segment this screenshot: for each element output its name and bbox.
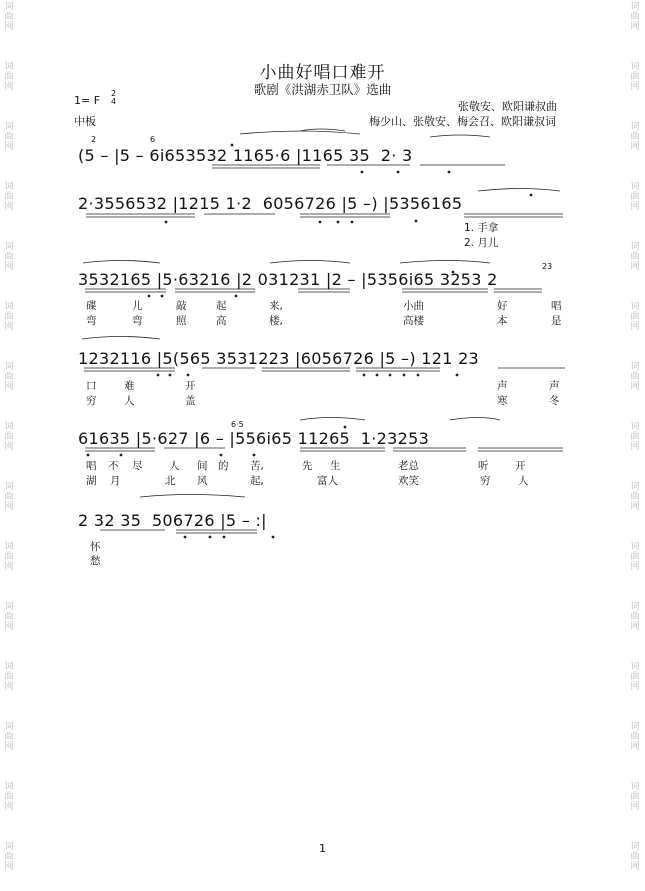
watermark-char: 网 [630,322,640,332]
lyric: 北 [165,475,176,487]
lyric: 穷 [480,475,491,487]
song-subtitle: 歌剧《洪湖赤卫队》选曲 [253,82,392,97]
watermark-char: 曲 [630,612,640,622]
lyric: 唱 [551,300,562,312]
watermark-char: 网 [630,622,640,632]
lyric: 声 [549,380,560,392]
watermark-char: 曲 [630,252,640,262]
lyric: 儿 [132,300,143,312]
watermark-char: 词 [4,722,14,732]
watermark-char: 网 [4,622,14,632]
lyric: 盖 [185,395,196,407]
watermark-char: 曲 [4,432,14,442]
watermark-char: 曲 [630,852,640,862]
lyric: 口 [86,380,97,392]
lyric: 高楼 [403,315,424,327]
lyric: 碟 [86,300,97,312]
lyric: 风 [197,475,208,487]
key-signature: 1= F [74,94,101,107]
lyric: 的 [218,460,229,472]
watermark-char: 网 [4,202,14,212]
watermark-char: 词 [630,842,640,852]
watermark-char: 曲 [4,732,14,742]
watermark-char: 词 [630,242,640,252]
watermark-char: 曲 [4,852,14,862]
watermark-char: 词 [630,362,640,372]
watermark-char: 曲 [630,12,640,22]
watermark-char: 网 [630,22,640,32]
watermark-char: 曲 [630,792,640,802]
score-line-6: 2 32 35 506726 |5 – :| [78,511,267,530]
lyric: 欢笑 [398,475,419,487]
grace-note: 6·5 [231,420,244,429]
watermark-char: 词 [4,542,14,552]
watermark-char: 词 [630,2,640,12]
watermark-char: 词 [4,422,14,432]
watermark-char: 网 [4,322,14,332]
lyric: 愁 [90,555,101,567]
lyric: 先 [302,460,313,472]
watermark-char: 词 [4,302,14,312]
lyric: 是 [551,315,562,327]
watermark-char: 网 [4,562,14,572]
lyric: 弯 [86,315,97,327]
watermark-char: 词 [4,842,14,852]
watermark-char: 词 [4,122,14,132]
lyric: 人 [518,475,529,487]
score-line-5: 61635 |5·627 |6 – |556i65 11265 1·23253 [78,429,430,448]
watermark-char: 词 [4,482,14,492]
watermark-char: 曲 [4,672,14,682]
watermark-char: 曲 [630,132,640,142]
watermark-char: 词 [630,662,640,672]
watermark-char: 曲 [4,252,14,262]
lyric: 照 [176,315,187,327]
watermark-char: 网 [4,502,14,512]
lyric: 怀 [90,541,101,553]
watermark-char: 网 [630,562,640,572]
watermark-char: 曲 [4,612,14,622]
grace-note: 2 [91,135,97,144]
lyric: 起 [216,300,227,312]
watermark-char: 网 [4,262,14,272]
watermark-char: 曲 [4,372,14,382]
grace-note: 6 [150,135,156,144]
watermark-char: 词 [630,122,640,132]
lyric: 本 [497,315,508,327]
page-number: 1 [319,842,326,855]
lyric: 小曲 [403,300,424,312]
lyric: 声 [497,380,508,392]
score-line-4: 1232116 |5(565 3531223 |6056726 |5 –) 121 23 [78,349,480,368]
watermark-char: 曲 [630,672,640,682]
watermark-char: 曲 [4,492,14,502]
watermark-char: 网 [630,82,640,92]
watermark-char: 曲 [4,312,14,322]
watermark-char: 网 [630,382,640,392]
lyric: 生 [330,460,341,472]
tempo-marking: 中板 [74,115,96,128]
lyric: 敲 [176,300,187,312]
time-signature-top: 2 [111,89,117,98]
watermark-char: 网 [630,502,640,512]
watermark-char: 曲 [630,192,640,202]
lyric: 来, [269,300,283,312]
watermark-char: 词 [4,782,14,792]
lyricist-credit: 梅少山、张敬安、梅会召、欧阳谦叔词 [369,115,556,128]
watermark-char: 网 [630,742,640,752]
lyric: 难 [124,380,135,392]
watermark-char: 网 [4,802,14,812]
lyric: 间 [197,460,208,472]
score-line-3: 3532165 |5·63216 |2 031231 |2 – |5356i65 3253 2 [78,270,498,289]
watermark-char: 词 [4,602,14,612]
watermark-char: 词 [630,482,640,492]
watermark-char: 曲 [4,192,14,202]
lyric: 开 [515,460,526,472]
lyric: 富人 [317,475,338,487]
score-line-2: 2·3556532 |1215 1·2 6056726 |5 –) |5356165 [78,194,463,213]
watermark-char: 词 [4,182,14,192]
watermark-char: 词 [4,2,14,12]
watermark-char: 曲 [630,732,640,742]
watermark-char: 词 [630,182,640,192]
lyric: 人 [169,460,180,472]
watermark-char: 曲 [630,552,640,562]
watermark-char: 网 [630,862,640,872]
composer-credit: 张敬安、欧阳谦叔曲 [458,100,557,113]
watermark-char: 词 [4,662,14,672]
watermark-char: 网 [4,742,14,752]
time-signature-bottom: 4 [111,97,117,106]
lyric: 寒 [497,395,508,407]
watermark-char: 网 [4,382,14,392]
watermark-char: 网 [4,82,14,92]
watermark-char: 曲 [630,492,640,502]
watermark-char: 词 [630,62,640,72]
grace-note: 23 [542,262,553,271]
watermark-char: 网 [630,802,640,812]
lyric: 楼, [269,315,283,327]
watermark-char: 词 [630,422,640,432]
watermark-char: 曲 [4,12,14,22]
song-title: 小曲好唱口难开 [259,63,386,83]
watermark-char: 网 [4,862,14,872]
lyric: 听 [478,460,489,472]
watermark-char: 曲 [4,552,14,562]
watermark-char: 曲 [630,432,640,442]
watermark-char: 网 [630,202,640,212]
watermark-char: 网 [630,682,640,692]
watermark-char: 曲 [4,72,14,82]
watermark-char: 曲 [4,792,14,802]
lyric-verse-1: 1. 手拿 [464,222,499,234]
watermark-char: 网 [630,442,640,452]
lyric: 不 [108,460,119,472]
watermark-char: 词 [4,62,14,72]
watermark-char: 网 [4,442,14,452]
watermark-char: 曲 [630,372,640,382]
watermark-char: 词 [630,782,640,792]
watermark-char: 曲 [4,132,14,142]
lyric: 冬 [549,395,560,407]
lyric: 月 [110,475,121,487]
watermark-char: 曲 [630,72,640,82]
watermark-char: 词 [630,302,640,312]
lyric: 起, [250,475,264,487]
lyric: 好 [497,300,508,312]
watermark-char: 词 [4,242,14,252]
lyric: 尽 [132,460,143,472]
lyric: 苦, [250,460,264,472]
lyric: 老总 [398,460,419,472]
watermark-char: 网 [630,142,640,152]
lyric-verse-2: 2. 月儿 [464,237,499,249]
lyric: 唱 [86,460,97,472]
score-line-1: (5 – |5 – 6i653532 1165·6 |1165 35 2· 3 [78,146,413,165]
lyric: 穷 [86,395,97,407]
watermark-char: 曲 [630,312,640,322]
watermark-char: 网 [4,142,14,152]
watermark-char: 网 [4,682,14,692]
watermark-char: 词 [4,362,14,372]
lyric: 高 [216,315,227,327]
watermark-char: 网 [630,262,640,272]
lyric: 弯 [132,315,143,327]
lyric: 开 [185,380,196,392]
watermark-char: 词 [630,722,640,732]
watermark-char: 词 [630,542,640,552]
watermark-char: 词 [630,602,640,612]
lyric: 人 [124,395,135,407]
watermark-char: 网 [4,22,14,32]
lyric: 湖 [86,475,97,487]
